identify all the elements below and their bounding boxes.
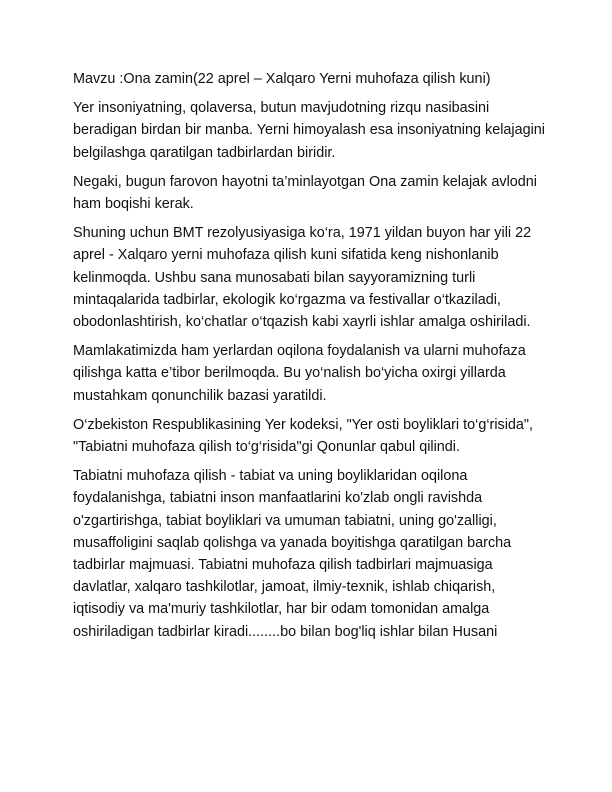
paragraph-3: Shuning uchun BMT rezolyusiyasiga ko‘ra, 1971 yildan buyon har yili 22 aprel - Xalqaro yerni muhofaza qilish kuni sifatida keng nishonlanib kelinmoqda. Ushbu sana munosabati bilan sayyoramizning turli mintaqalarida tadbirlar, ekologik ko‘rgazma va festivallar o‘tkaziladi, obodonlashtirish, ko‘chatlar o‘tqazish kabi xayrli ishlar amalga oshiriladi.: [73, 225, 532, 331]
document-page: [73, 68, 545, 650]
document-title: Mavzu :Ona zamin(22 aprel – Xalqaro Yerni muhofaza qilish kuni): [73, 71, 491, 87]
paragraph-5: O‘zbekiston Respublikasining Yer kodeksi, "Yer osti boyliklari to‘g‘risida", "Tabiatni muhofaza qilish to‘g‘risida"gi Qonunlar qabul qilindi.: [73, 416, 534, 456]
paragraph-6: Tabiatni muhofaza qilish - tabiat va uning boyliklaridan oqilona foydalanishga, tabiatni inson manfaatlarini ko'zlab ongli ravishda o'zgartirishga, tabiat boyliklari va umuman tabiatni, uning go'zalligi, musaffoligini saqlab qolishga va yanada boyitishga qaratilgan barcha tadbirlar majmuasi. Tabiatni muhofaza qilish tadbirlari majmuasiga davlatlar, xalqaro tashkilotlar, jamoat, ilmiy-texnik, ishlab chiqarish, iqtisodiy va ma'muriy tashkilotlar, har bir odam tomonidan amalga oshiriladigan tadbirlar kiradi........bo bilan bog'liq ishlar bilan Husani: [73, 468, 512, 640]
paragraph-4: Mamlakatimizda ham yerlardan oqilona foydalanish va ularni muhofaza qilishga katta e’tibor berilmoqda. Bu yo‘nalish bo‘yicha oxirgi yillarda mustahkam qonunchilik bazasi yaratildi.: [73, 343, 526, 404]
paragraph-2: Negaki, bugun farovon hayotni ta’minlayotgan Ona zamin kelajak avlodni ham boqishi kerak.: [73, 173, 537, 213]
paragraph-1: Yer insoniyatning, qolaversa, butun mavjudotning rizqu nasibasini beradigan birdan bir manba. Yerni himoyalash esa insoniyatning kelajagini belgilashga qaratilgan tadbirlardan biridir.: [73, 100, 546, 161]
